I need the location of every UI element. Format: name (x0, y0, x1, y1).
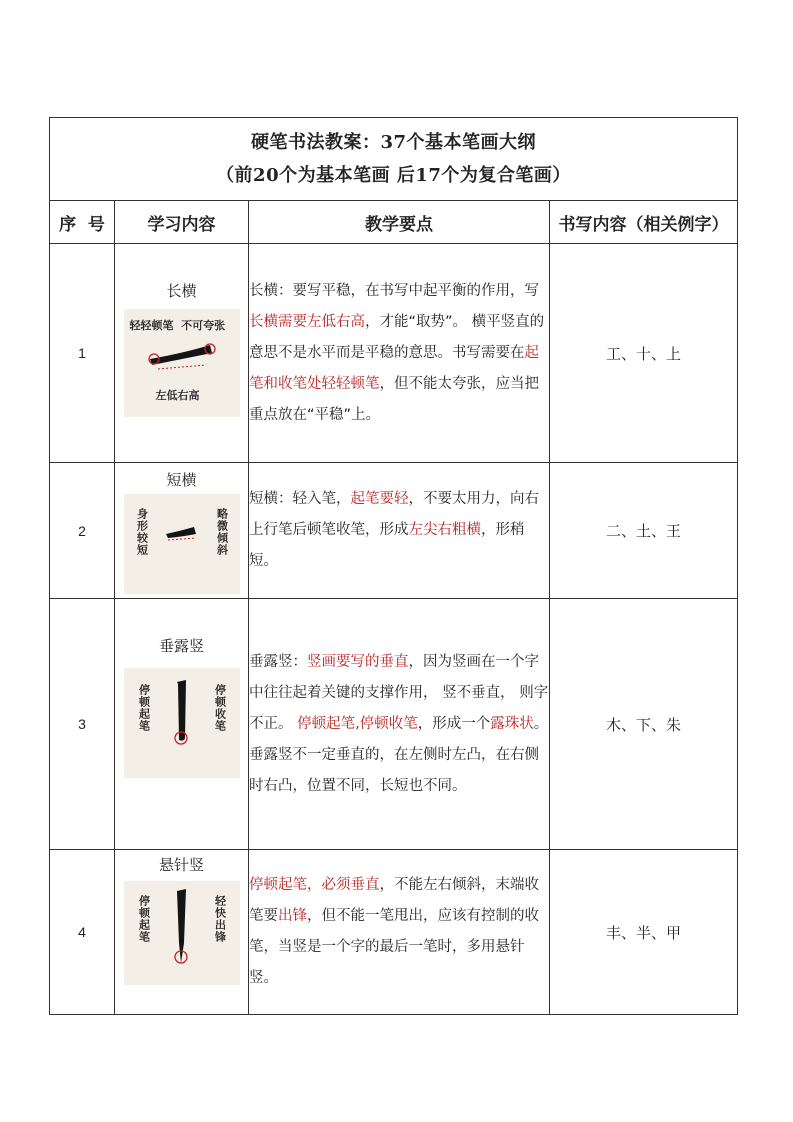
note-text: ，才能“取势”。 横平竖直的意思不是水平而是平稳的意思。书写需要在 (249, 313, 545, 361)
header-teaching-points: 教学要点 (249, 201, 550, 244)
note-text: 。 垂露竖不一定垂直的，在左侧时左凸，在右侧时右凸，位置不同，长短也不同。 (249, 715, 549, 794)
page-subtitle: （前20个为基本笔画 后17个为复合笔画） (216, 165, 571, 186)
note-highlight: 左尖右粗横 (408, 522, 481, 538)
learning-content (115, 850, 249, 1015)
note-text: ，形成一个 (417, 715, 491, 732)
note-highlight: 停顿起笔,停顿收笔 (297, 715, 418, 732)
row-number: 3 (50, 599, 115, 850)
note-highlight: 起笔要轻 (350, 491, 409, 507)
card-caption-left: 身形较短 (135, 508, 149, 556)
card-caption-right: 略微倾斜 (215, 508, 229, 556)
note-text: ，不要太用力，向右上行笔后顿笔收笔，形成 (249, 491, 539, 538)
card-caption-left: 停顿起笔 (137, 895, 151, 943)
stroke-name: 垂露竖 (158, 637, 204, 655)
note-highlight: 长横需要左低右高 (249, 313, 365, 330)
learning-content (115, 463, 249, 599)
example-characters: 木、下、朱 (550, 599, 738, 850)
teaching-points (249, 850, 550, 1015)
row-number: 2 (50, 463, 115, 599)
row-number: 1 (50, 244, 115, 463)
note-highlight: 起笔和收笔处轻轻顿笔 (249, 344, 539, 392)
table-row (50, 244, 738, 463)
learning-content (115, 244, 249, 463)
card-caption-left: 停顿起笔 (137, 684, 151, 732)
note-text: 垂露竖： (249, 653, 307, 670)
teaching-points (249, 599, 550, 850)
note-text: 长横：要写平稳，在书写中起平衡的作用，写 (249, 282, 539, 299)
header-content: 学习内容 (115, 201, 249, 244)
card-caption-right: 轻快出锋 (213, 895, 227, 943)
note-text: ，形稍短。 (249, 522, 525, 569)
learning-content (115, 599, 249, 850)
header-row (50, 201, 738, 244)
table-row (50, 599, 738, 850)
note-highlight: 露珠状 (490, 715, 534, 732)
example-characters: 丰、半、甲 (550, 850, 738, 1015)
stroke-name: 短横 (166, 471, 197, 489)
header-number: 序 号 (50, 201, 115, 244)
lesson-plan-table (49, 117, 738, 1015)
example-characters: 二、土、王 (550, 463, 738, 599)
stroke-name: 悬针竖 (158, 856, 204, 874)
note-text: ，但不能太夸张，应当把重点放在“平稳”上。 (249, 375, 539, 423)
teaching-points (249, 244, 550, 463)
table-row (50, 850, 738, 1015)
note-highlight: 停顿起笔，必须垂直 (249, 877, 380, 893)
note-highlight: 出锋 (278, 908, 307, 924)
stroke-illustration (124, 668, 240, 778)
note-highlight: 竖画要写的垂直 (307, 653, 409, 670)
stroke-name: 长横 (166, 282, 197, 300)
card-caption-top: 轻轻顿笔 不可夸张 (129, 319, 226, 332)
table-row (50, 463, 738, 599)
note-text: 短横：轻入笔， (249, 491, 351, 507)
card-caption-bottom: 左低右高 (155, 389, 200, 402)
note-text: ，因为竖画在一个字中往往起着关键的支撑作用， 竖不垂直， 则字不正。 (249, 653, 549, 732)
teaching-points (249, 463, 550, 599)
stroke-illustration (124, 309, 240, 417)
title-cell (50, 118, 738, 201)
stroke-illustration (124, 494, 240, 594)
example-characters: 工、十、上 (550, 244, 738, 463)
note-text: ，不能左右倾斜，末端收笔要 (249, 877, 539, 924)
header-examples: 书写内容（相关例字） (550, 201, 738, 244)
page-title: 硬笔书法教案：37个基本笔画大纲 (250, 132, 537, 153)
card-caption-right: 停顿收笔 (213, 684, 227, 732)
row-number: 4 (50, 850, 115, 1015)
stroke-illustration (124, 881, 240, 985)
note-text: ，但不能一笔甩出，应该有控制的收笔，当竖是一个字的最后一笔时，多用悬针竖。 (249, 908, 539, 986)
